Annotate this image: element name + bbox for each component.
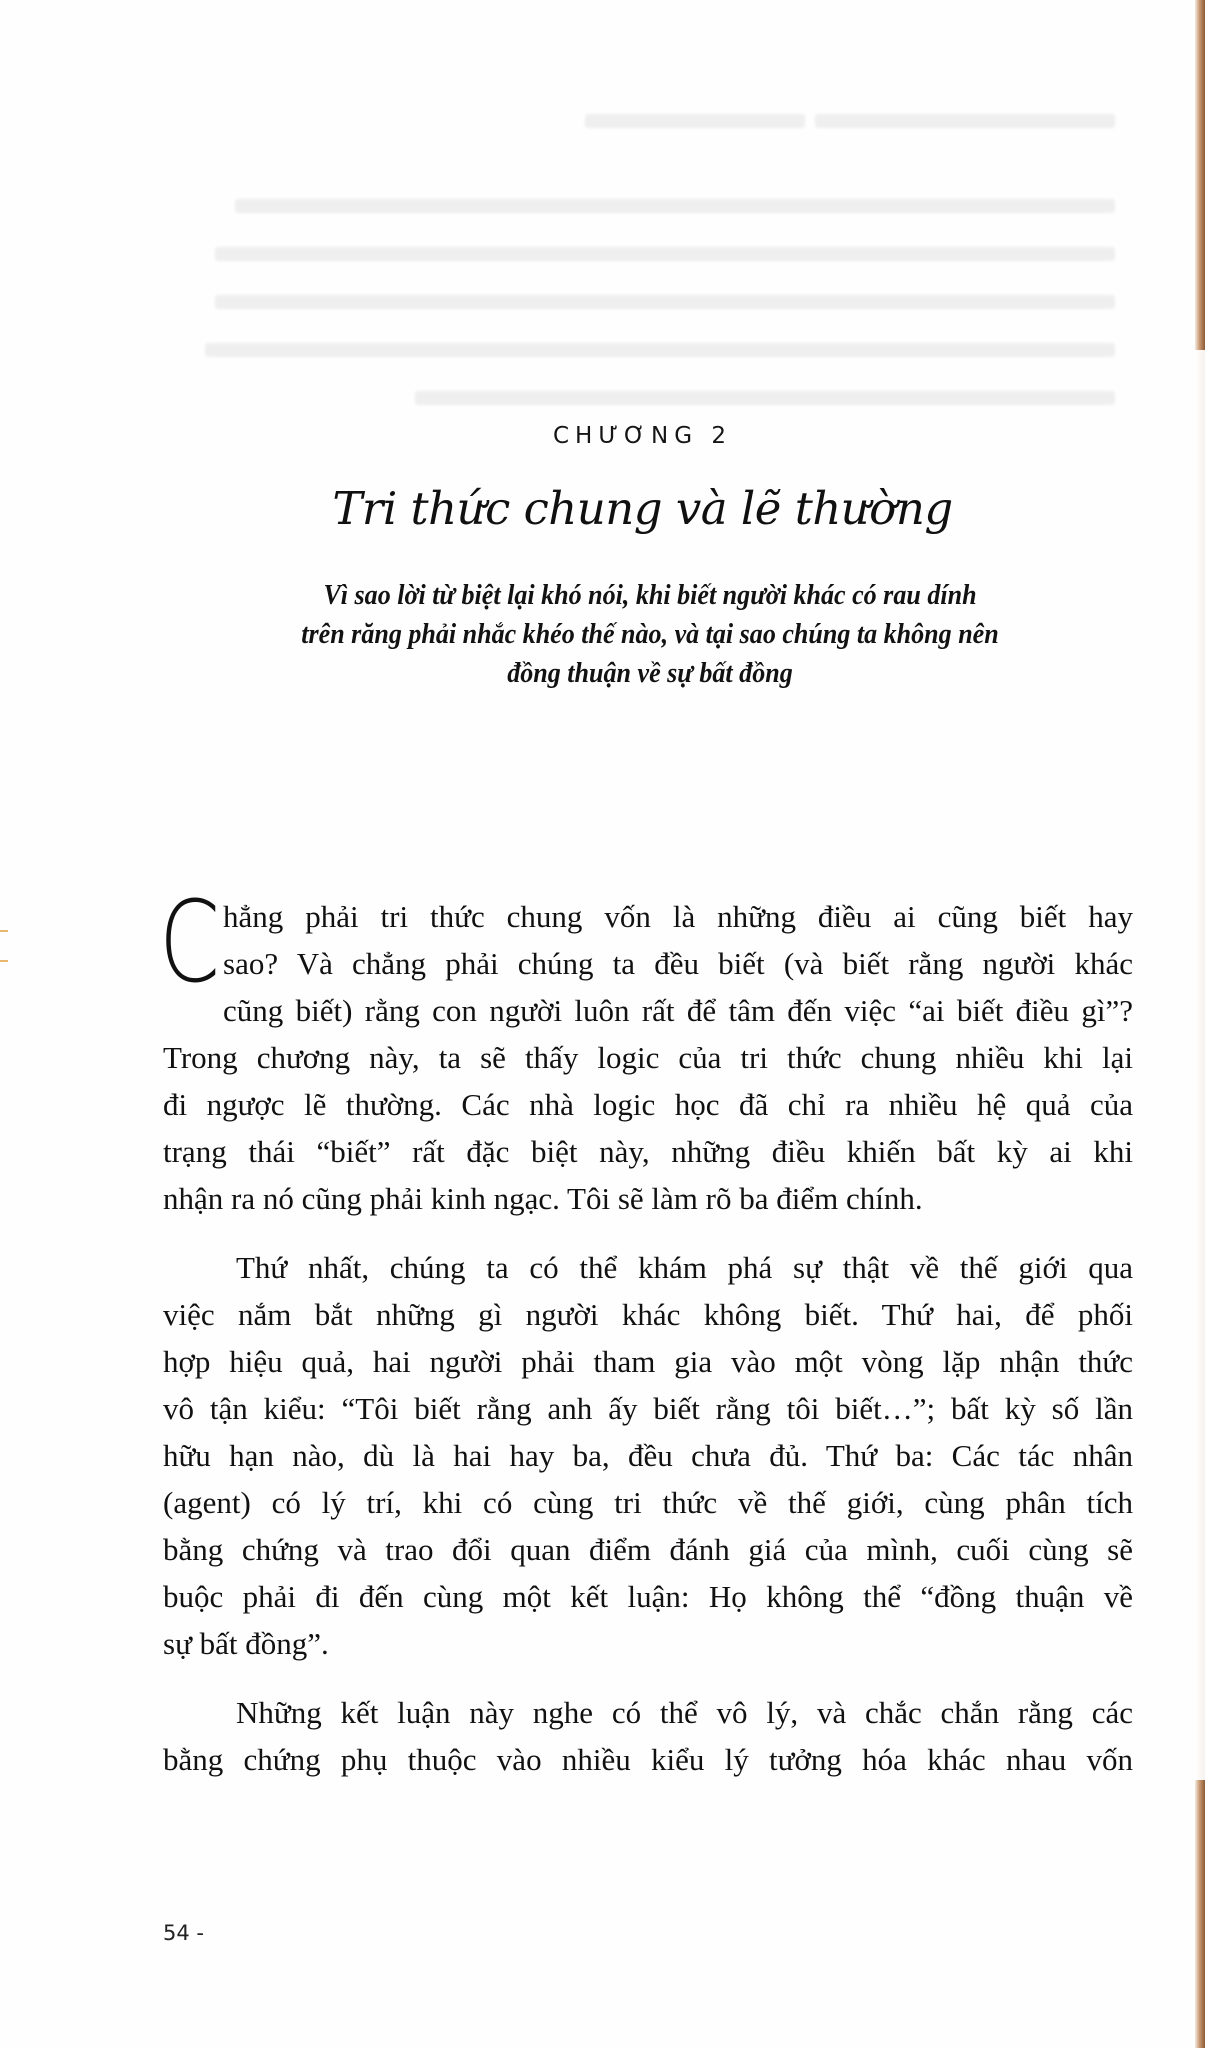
chapter-title: Tri thức chung và lẽ thường xyxy=(332,482,953,535)
text-line: vô tận kiểu: “Tôi biết rằng anh ấy biết rằng tôi biết…”; bất kỳ số lần xyxy=(163,1391,1133,1426)
paragraph-1 xyxy=(159,878,1133,1222)
text-line: đi ngược lẽ thường. Các nhà logic học đã chỉ ra nhiều hệ quả của xyxy=(163,1087,1133,1122)
text-line: hẳng phải tri thức chung vốn là những điều ai cũng biết hay xyxy=(223,899,1133,934)
text-line: cũng biết) rằng con người luôn rất để tâm đến việc “ai biết điều gì”? xyxy=(223,993,1133,1028)
paragraph-2 xyxy=(163,1244,1133,1667)
text-line: nhận ra nó cũng phải kinh ngạc. Tôi sẽ làm rõ ba điểm chính. xyxy=(163,1181,923,1216)
text-line: Những kết luận này nghe có thể vô lý, và chắc chắn rằng các xyxy=(236,1695,1133,1730)
text-line: buộc phải đi đến cùng một kết luận: Họ không thể “đồng thuận về xyxy=(163,1579,1133,1614)
text-line: việc nắm bắt những gì người khác không biết. Thứ hai, để phối xyxy=(163,1297,1133,1332)
page-edge-mark xyxy=(0,930,8,932)
chapter-subtitle xyxy=(204,576,1097,693)
text-line: trạng thái “biết” rất đặc biệt này, những điều khiến bất kỳ ai khi xyxy=(163,1134,1133,1169)
text-line: bằng chứng và trao đổi quan điểm đánh giá của mình, cuối cùng sẽ xyxy=(163,1532,1133,1567)
paragraph-3 xyxy=(163,1689,1133,1783)
text-line: Thứ nhất, chúng ta có thể khám phá sự thật về thế giới qua xyxy=(236,1250,1133,1285)
text-line: bằng chứng phụ thuộc vào nhiều kiểu lý tưởng hóa khác nhau vốn xyxy=(163,1742,1133,1777)
book-edge-middle xyxy=(1195,350,1205,1780)
bleed-through-texture xyxy=(195,180,1115,420)
text-line: sự bất đồng”. xyxy=(163,1626,329,1661)
body-text xyxy=(159,878,1133,1783)
subtitle-line: trên răng phải nhắc khéo thế nào, và tại sao chúng ta không nên xyxy=(301,619,999,650)
subtitle-line: Vì sao lời từ biệt lại khó nói, khi biết người khác có rau dính xyxy=(323,580,977,611)
drop-cap: C xyxy=(159,878,220,1008)
bleed-through-texture xyxy=(195,95,1115,143)
page-edge-mark xyxy=(0,960,8,962)
page-number: 54 - xyxy=(163,1921,204,1945)
chapter-label: CHƯƠNG 2 xyxy=(552,423,733,449)
text-line: Trong chương này, ta sẽ thấy logic của tri thức chung nhiều khi lại xyxy=(163,1040,1133,1075)
text-line: hợp hiệu quả, hai người phải tham gia vào một vòng lặp nhận thức xyxy=(163,1344,1133,1379)
subtitle-line: đồng thuận về sự bất đồng xyxy=(507,658,793,689)
text-line: sao? Và chẳng phải chúng ta đều biết (và biết rằng người khác xyxy=(223,946,1133,981)
book-edge-bottom xyxy=(1195,1780,1205,2048)
text-line: hữu hạn nào, dù là hai hay ba, đều chưa đủ. Thứ ba: Các tác nhân xyxy=(163,1438,1133,1473)
book-edge-top xyxy=(1195,0,1205,350)
text-line: (agent) có lý trí, khi có cùng tri thức về thế giới, cùng phân tích xyxy=(163,1485,1133,1520)
